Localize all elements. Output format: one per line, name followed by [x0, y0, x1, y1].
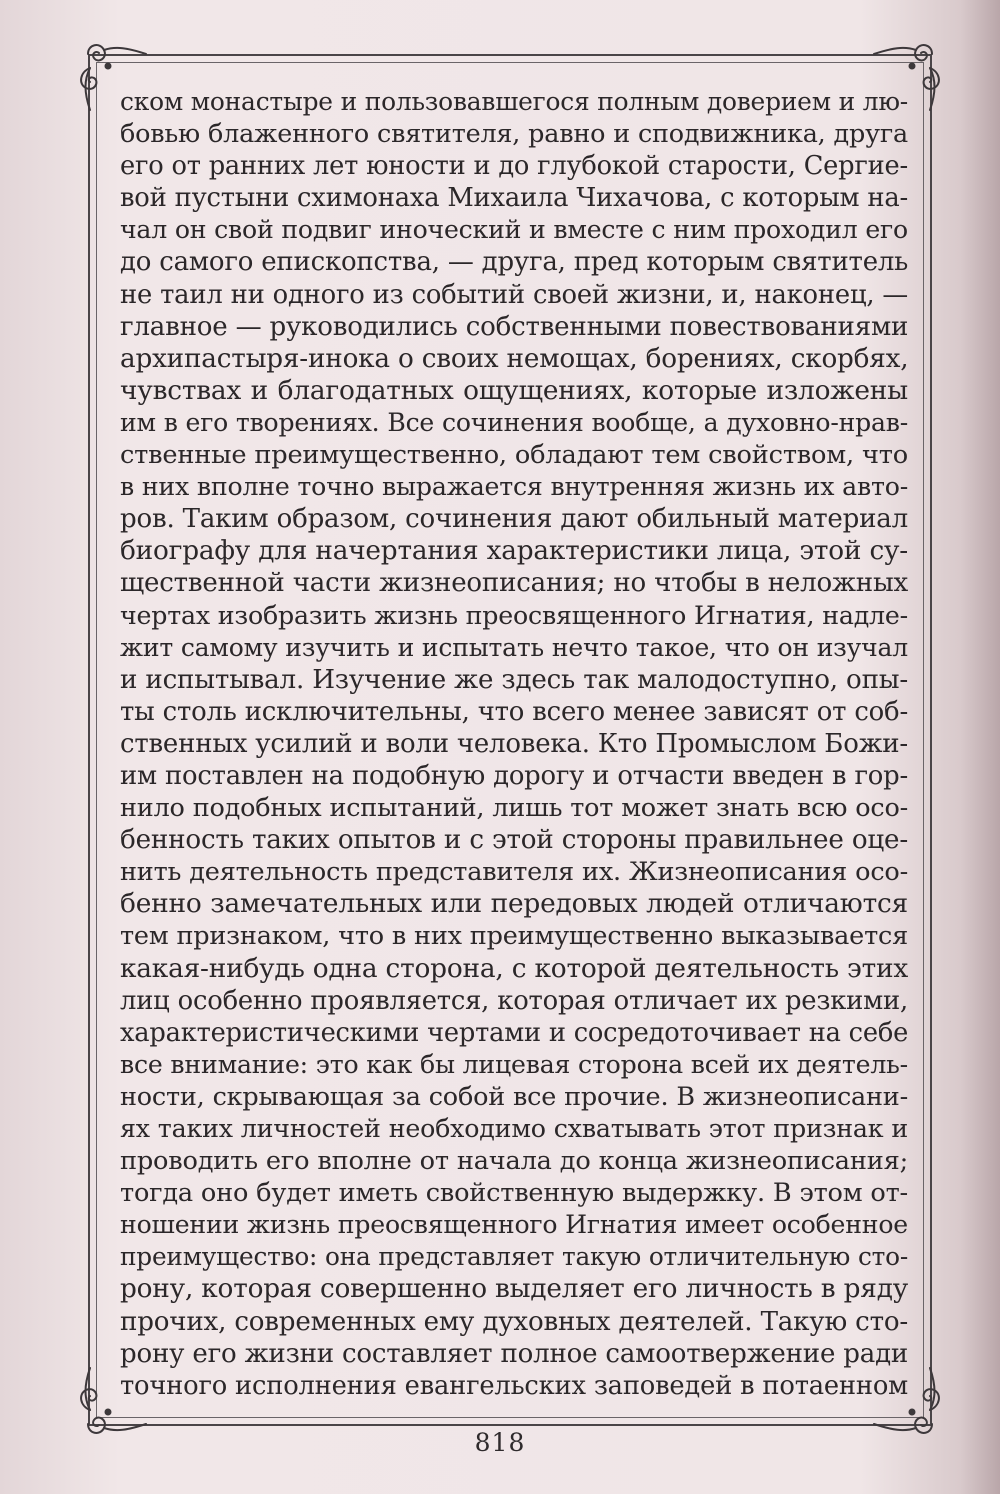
text-line: ственных усилий и воли человека. Кто Промыслом Божи- [120, 728, 908, 759]
text-line: рону, которая совершенно выделяет его личность в ряду [120, 1274, 908, 1305]
text-line: ров. Таким образом, сочинения дают обильный материал [120, 504, 908, 535]
text-line: бенно замечательных или передовых людей отличаются [120, 888, 908, 920]
text-line: ственные преимущественно, обладают тем свойством, что [120, 440, 908, 471]
text-line: нило подобных испытаний, лишь тот может знать всю осо- [120, 793, 908, 824]
text-line: чувствах и благодатных ощущениях, которые изложены [120, 374, 908, 406]
text-line: какая-нибудь одна сторона, с которой деятельность этих [120, 953, 908, 984]
text-line: жит самому изучить и испытать нечто такое, что он изучал [120, 632, 908, 662]
text-line: архипастыря-инока о своих немощах, борениях, скорбях, [120, 343, 908, 374]
text-line: все внимание: это как бы лицевая сторона всей их деятель- [120, 1049, 908, 1079]
text-line: точного исполнения евангельских заповедей в потаенном [120, 1370, 908, 1401]
text-line: не таил ни одного из событий своей жизни, и, наконец, — [120, 279, 908, 310]
text-line: им в его творениях. Все сочинения вообще, а духовно-нрав- [120, 407, 908, 437]
text-line: характеристическими чертами и сосредоточивает на себе [120, 1017, 908, 1048]
text-line: до самого епископства, — друга, пред которым святитель [120, 247, 908, 278]
text-line: рону его жизни составляет полное самоотвержение ради [120, 1338, 908, 1369]
text-line: его от ранних лет юности и до глубокой старости, Сергие- [120, 151, 908, 182]
text-line: и испытывал. Изучение же здесь так малодоступно, опы- [120, 664, 908, 695]
text-line: тем признаком, что в них преимущественно выказывается [120, 921, 908, 952]
text-line: тогда оно будет иметь свойственную выдержку. В этом от- [120, 1178, 908, 1209]
text-line: бовью блаженного святителя, равно и сподвижника, друга [120, 119, 908, 150]
text-line: ношении жизнь преосвященного Игнатия имеет особенное [120, 1210, 908, 1240]
text-line: ты столь исключительны, что всего менее зависят от соб- [120, 696, 908, 727]
page-number: 818 [474, 1428, 526, 1457]
text-line: в них вполне точно выражается внутренняя жизнь их авто- [120, 472, 908, 502]
text-line: проводить его вполне от начала до конца жизнеописания; [120, 1146, 908, 1177]
text-line: вой пустыни схимонаха Михаила Чихачова, с которым на- [120, 183, 908, 214]
text-line: ском монастыре и пользовавшегося полным доверием и лю- [120, 87, 908, 116]
text-line: чал он свой подвиг иноческий и вместе с ним проходил его [120, 215, 908, 245]
text-line: нить деятельность представителя их. Жизнеописания осо- [120, 857, 908, 888]
text-line: ности, скрывающая за собой все прочие. В жизнеописани- [120, 1081, 908, 1112]
text-line: прочих, современных ему духовных деятелей. Такую сто- [120, 1306, 908, 1337]
text-line: бенность таких опытов и с этой стороны правильнее оце- [120, 825, 908, 856]
text-line: главное — руководились собственными повествованиями [120, 311, 908, 342]
text-line: лиц особенно проявляется, которая отличает их резкими, [120, 985, 908, 1016]
text-line: ях таких личностей необходимо схватывать этот признак и [120, 1114, 908, 1143]
text-line: биографу для начертания характеристики лица, этой су- [120, 536, 908, 567]
text-line: щественной части жизнеописания; но чтобы в неложных [120, 568, 908, 599]
text-line: преимущество: она представляет такую отличительную сто- [120, 1242, 908, 1272]
body-text [120, 86, 908, 1402]
text-line: им поставлен на подобную дорогу и отчасти введен в гор- [120, 760, 908, 791]
text-line: чертах изобразить жизнь преосвященного Игнатия, надле- [120, 600, 908, 630]
